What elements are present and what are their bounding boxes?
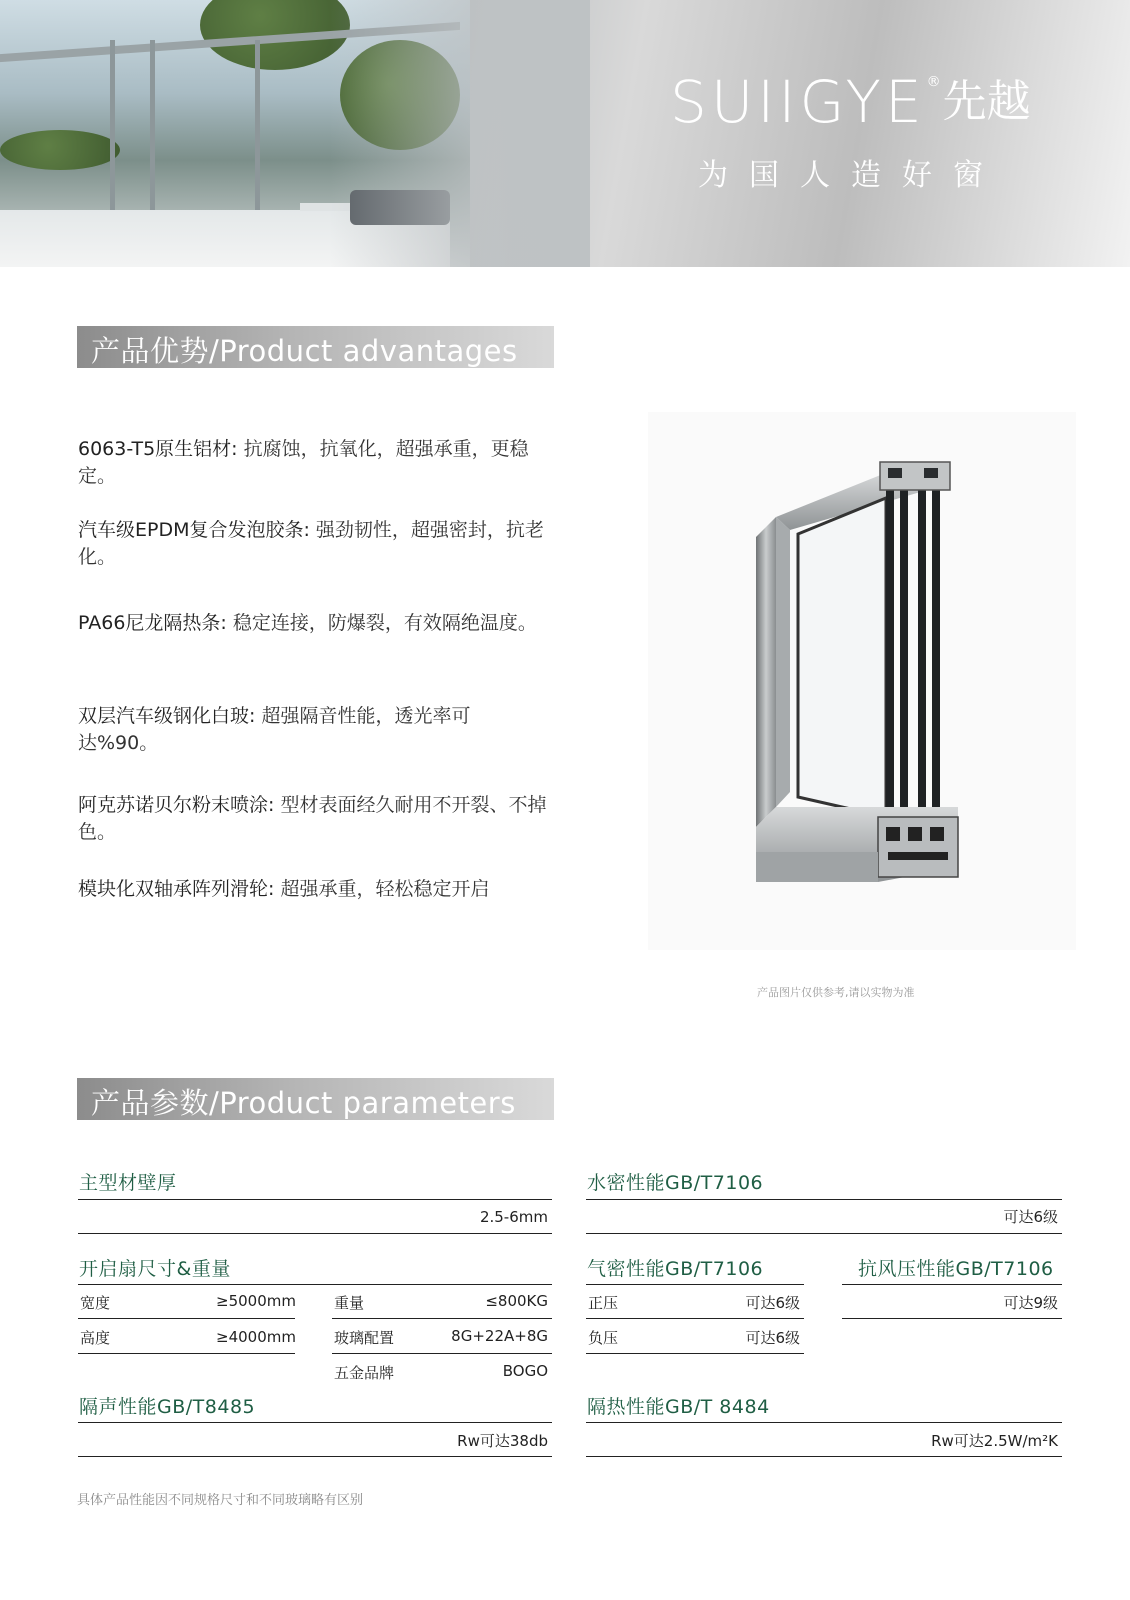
product-image: [648, 412, 1076, 950]
divider: [842, 1284, 1062, 1285]
brand-latin: SUIIGYE: [670, 68, 926, 136]
wall-thickness-title: 主型材壁厚: [79, 1172, 177, 1194]
air-positive-label: 正压: [588, 1294, 619, 1312]
hero-fade: [330, 0, 590, 267]
divider: [78, 1233, 552, 1234]
thermal-insulation-value: Rw可达2.5W/m²K: [931, 1432, 1058, 1450]
divider: [332, 1353, 552, 1354]
divider: [78, 1456, 552, 1457]
divider: [332, 1318, 552, 1319]
window-frame: [150, 40, 155, 220]
window-frame: [110, 40, 115, 220]
wind-pressure-title: 抗风压性能GB/T7106: [858, 1258, 1054, 1280]
divider: [586, 1284, 804, 1285]
sound-insulation-value: Rw可达38db: [457, 1432, 548, 1450]
air-negative-value: 可达6级: [745, 1329, 800, 1347]
advantage-title: 6063-T5原生铝材:: [78, 438, 238, 460]
divider: [78, 1284, 552, 1285]
advantage-item: [78, 517, 548, 571]
divider: [586, 1422, 1062, 1423]
divider: [78, 1422, 552, 1423]
advantage-text: 型材表面经久耐用不开裂、不掉色。: [78, 794, 547, 843]
divider: [78, 1318, 295, 1319]
air-tightness-title: 气密性能GB/T7106: [587, 1258, 764, 1280]
parameters-heading: [77, 1078, 554, 1120]
advantage-item: [78, 876, 548, 903]
advantages-heading-text: 产品优势/Product advantages: [91, 334, 518, 368]
air-negative-label: 负压: [588, 1329, 619, 1347]
sash-hardware-label: 五金品牌: [334, 1364, 395, 1382]
divider: [78, 1353, 295, 1354]
divider: [586, 1233, 1062, 1234]
advantage-item: [78, 610, 548, 637]
sash-width-value: ≥5000mm: [216, 1292, 296, 1310]
advantage-title: 汽车级EPDM复合发泡胶条:: [78, 519, 310, 541]
advantage-text: 强劲韧性，超强密封，抗老化。: [78, 519, 544, 568]
divider: [586, 1199, 1062, 1200]
footnote: 具体产品性能因不同规格尺寸和不同玻璃略有区别: [77, 1493, 364, 1508]
sash-weight-label: 重量: [334, 1294, 365, 1312]
advantage-title: 阿克苏诺贝尔粉末喷涂:: [78, 794, 275, 816]
brand-chinese: 先越: [942, 76, 1031, 127]
hero-banner: [0, 0, 1130, 267]
divider: [586, 1353, 804, 1354]
advantage-title: 双层汽车级钢化白玻:: [78, 705, 256, 727]
sash-title: 开启扇尺寸&重量: [79, 1258, 231, 1280]
registered-mark: ®: [926, 74, 941, 90]
brand-slogan: 为国人造好窗: [698, 158, 1004, 193]
advantage-title: PA66尼龙隔热条:: [78, 612, 227, 634]
water-tightness-value: 可达6级: [1003, 1208, 1058, 1226]
parameters-heading-text: 产品参数/Product parameters: [91, 1086, 516, 1120]
sash-glass-value: 8G+22A+8G: [451, 1327, 548, 1345]
sound-insulation-title: 隔声性能GB/T8485: [79, 1396, 256, 1418]
advantage-text: 超强隔音性能，透光率可达%90。: [78, 705, 471, 754]
advantage-item: [78, 436, 548, 490]
sash-height-label: 高度: [80, 1329, 111, 1347]
advantage-item: [78, 703, 548, 757]
thermal-insulation-title: 隔热性能GB/T 8484: [587, 1396, 770, 1418]
advantage-item: [78, 792, 548, 846]
air-positive-value: 可达6级: [745, 1294, 800, 1312]
advantage-text: 抗腐蚀，抗氧化，超强承重，更稳定。: [78, 438, 529, 487]
wind-pressure-value: 可达9级: [1003, 1294, 1058, 1312]
divider: [842, 1318, 1062, 1319]
sash-height-value: ≥4000mm: [216, 1328, 296, 1346]
advantage-title: 模块化双轴承阵列滑轮:: [78, 878, 275, 900]
sash-glass-label: 玻璃配置: [334, 1329, 395, 1347]
advantages-heading: [77, 326, 554, 368]
window-profile-illustration: [648, 412, 1076, 950]
sash-hardware-value: BOGO: [502, 1362, 548, 1380]
wall-thickness-value: 2.5-6mm: [479, 1208, 548, 1226]
divider: [78, 1199, 552, 1200]
window-frame: [255, 40, 260, 220]
divider: [586, 1318, 804, 1319]
hedge-shape: [0, 130, 120, 170]
sash-weight-value: ≤800KG: [485, 1292, 548, 1310]
sash-width-label: 宽度: [80, 1294, 111, 1312]
brand-logo: [670, 68, 1031, 136]
water-tightness-title: 水密性能GB/T7106: [587, 1172, 764, 1194]
image-caption: 产品图片仅供参考,请以实物为准: [757, 986, 915, 999]
advantage-text: 超强承重，轻松稳定开启: [274, 878, 490, 900]
divider: [586, 1456, 1062, 1457]
advantage-text: 稳定连接，防爆裂，有效隔绝温度。: [226, 612, 537, 634]
